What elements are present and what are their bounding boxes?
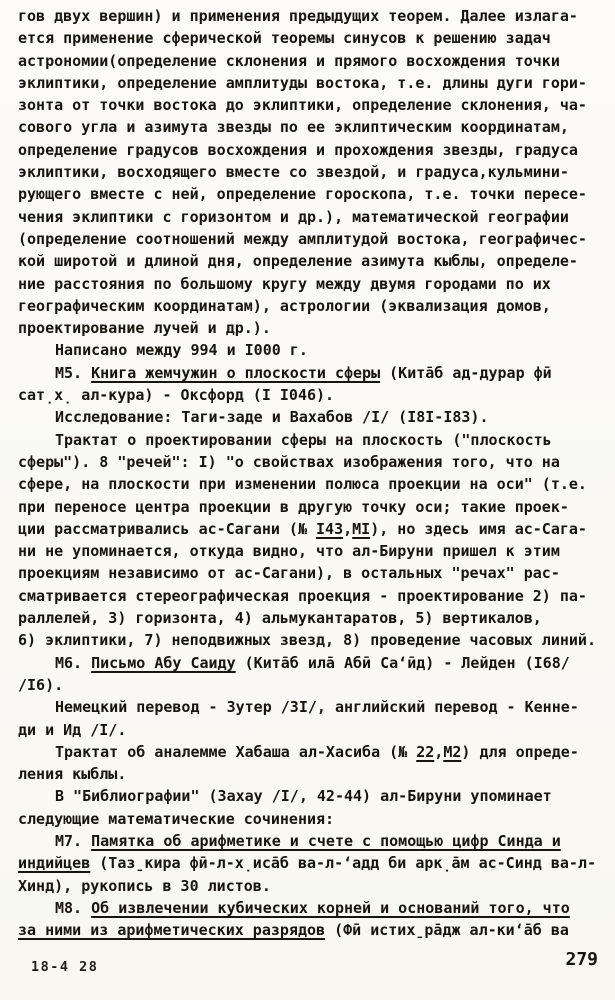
text-line [18, 696, 609, 718]
text-segment: сферы"). 8 "речей": I) "о свойствах изображения того, что на [18, 452, 560, 471]
text-line [18, 763, 609, 785]
underlined-text: Об извлечении кубических корней и оснований того, что [91, 898, 570, 917]
text-segment: ), но здесь имя ас-Сага- [370, 519, 587, 538]
text-line [18, 317, 609, 339]
text-segment: (Кита̄б ад-дурар фӣ [380, 363, 552, 382]
text-line [18, 406, 609, 428]
text-segment: ления кыблы. [18, 765, 127, 784]
text-segment: М6. [55, 653, 92, 672]
text-segment: Немецкий перевод - Зутер /3I/, английский перевод - Кенне- [55, 698, 579, 717]
text-segment: (Фӣ истих̱ра̄дж ал-ки‘а̄б ва [325, 921, 569, 940]
text-line [18, 206, 609, 228]
page-text [18, 5, 609, 941]
text-segment: раллелей, 3) горизонта, 4) альмукантаратов, 5) вертикалов, [18, 609, 542, 628]
text-line [18, 719, 609, 741]
text-segment: кой широтой и длиной дня, определение азимута кыблы, определе- [18, 252, 578, 271]
text-line [18, 50, 609, 72]
text-segment: эклиптики, определение амплитуды востока, т.е. длины дуги гори- [18, 73, 587, 92]
text-segment: В "Библиографии" (Захау /I/, 42-44) ал-Бируни упоминает [55, 787, 552, 806]
text-line [18, 652, 609, 674]
text-line [18, 228, 609, 250]
text-segment: (определение соотношений между амплитудой востока, географичес- [18, 229, 587, 248]
text-line [18, 852, 609, 874]
text-line [18, 27, 609, 49]
text-segment: /I6). [18, 675, 64, 694]
underlined-text: М2 [443, 742, 462, 761]
text-line [18, 473, 609, 495]
text-line [18, 562, 609, 584]
text-segment: проекциям независимо от ас-Сагани), в остальных "речах" рас- [18, 564, 560, 583]
underlined-text: МI [352, 519, 371, 538]
underlined-text: 22 [416, 742, 435, 761]
text-segment: сфере, на плоскости при изменении полюса проекции на оси" (т.е. [18, 475, 587, 494]
text-line [18, 273, 609, 295]
text-line [18, 72, 609, 94]
text-line [18, 518, 609, 540]
text-line [18, 183, 609, 205]
text-line [18, 250, 609, 272]
text-line [18, 674, 609, 696]
underlined-text: I43 [316, 519, 344, 538]
text-segment: астрономии(определение склонения и прямого восхождения точки [18, 51, 560, 70]
underlined-text: индийцев [18, 854, 91, 873]
text-line [18, 741, 609, 763]
text-segment: Написано между 994 и I000 г. [55, 341, 308, 360]
underlined-text: Книга жемчужин о плоскости сферы [91, 363, 381, 382]
text-segment: М7. [55, 831, 92, 850]
text-line [18, 496, 609, 518]
underlined-text: за ними из арифметических разрядов [18, 921, 326, 940]
print-signature: 18-4 28 [31, 959, 99, 975]
text-line [18, 629, 609, 651]
text-segment: сматривается стереографическая проекция - проектирование 2) па- [18, 586, 587, 605]
text-segment: , [343, 519, 353, 538]
text-line [18, 161, 609, 183]
text-line [18, 785, 609, 807]
text-segment: географическим координатам), астрологии (эквализация домов, [18, 296, 551, 315]
text-segment: ется применение сферической теоремы синусов к решению задач [18, 29, 551, 48]
text-segment: гов двух вершин) и применения предыдущих теорем. Далее излага- [18, 7, 578, 25]
text-line [18, 540, 609, 562]
text-segment: Трактат об аналемме Хабаша ал-Хасиба (№ [55, 742, 417, 761]
text-line [18, 384, 609, 406]
text-line [18, 116, 609, 138]
text-line [18, 451, 609, 473]
text-segment: М5. [55, 363, 92, 382]
text-line [18, 94, 609, 116]
underlined-text: Памятка об арифметике и счете с помощью цифр Синда и [91, 831, 561, 850]
text-line [18, 808, 609, 830]
text-line [18, 295, 609, 317]
text-segment: ции рассматривались ас-Сагани (№ [18, 519, 317, 538]
text-segment: чения эклиптики с горизонтом и др.), математической географии [18, 207, 569, 226]
text-segment: ние расстояния по большому кругу между двумя городами по их [18, 274, 551, 293]
text-segment: сат̣х̣ ал-кура) - Оксфорд (I I046). [18, 386, 335, 405]
text-line [18, 875, 609, 897]
text-line [18, 897, 609, 919]
text-line [18, 607, 609, 629]
text-segment: определение градусов восхождения и прохождения звезды, градуса [18, 140, 578, 159]
text-segment: (Кита̄б ила̄ Абӣ Са‘ӣд) - Лейден (I68/ [235, 653, 570, 672]
text-segment: ) для опреде- [461, 742, 579, 761]
text-segment: Исследование: Таги-заде и Вахабов /I/ (I8I-I83). [55, 408, 489, 427]
text-segment: Хинд), рукопись в 30 листов. [18, 876, 271, 895]
text-segment: сового угла и азимута звезды по ее эклиптическим координатам, [18, 118, 569, 137]
text-segment: ни не упоминается, откуда видно, что ал-Бируни пришел к этим [18, 542, 560, 561]
text-segment: проектирование лучей и др.). [18, 319, 271, 338]
text-segment: эклиптики, восходящего вместе со звездой, и градуса,кульмини- [18, 163, 569, 182]
text-segment: зонта от точки востока до эклиптики, определение склонения, ча- [18, 96, 587, 115]
text-line [18, 362, 609, 384]
text-line [18, 339, 609, 361]
text-segment: 6) эклиптики, 7) неподвижных звезд, 8) проведение часовых линий. [18, 631, 596, 650]
text-segment: М8. [55, 898, 92, 917]
text-line [18, 585, 609, 607]
text-segment: при переносе центра проекции в другую точку оси; такие проек- [18, 497, 569, 516]
underlined-text: Письмо Абу Саиду [91, 653, 236, 672]
text-line [18, 919, 609, 941]
text-line [18, 5, 609, 27]
text-segment: Трактат о проектировании сферы на плоскость ("плоскость [55, 430, 552, 449]
text-line [18, 830, 609, 852]
text-segment: (Таз̱кира фӣ-л-х̣иса̄б ва-л-‘адд би арк̣а̄м ас-Синд ва-л- [90, 854, 596, 873]
text-line [18, 429, 609, 451]
text-segment: следующие математические сочинения: [18, 809, 335, 828]
text-segment: , [434, 742, 444, 761]
text-line [18, 139, 609, 161]
text-segment: ди и Ид /I/. [18, 720, 127, 739]
text-segment: рующего вместе с ней, определение гороскопа, т.е. точки пересе- [18, 185, 587, 204]
page-number: 279 [565, 949, 598, 970]
